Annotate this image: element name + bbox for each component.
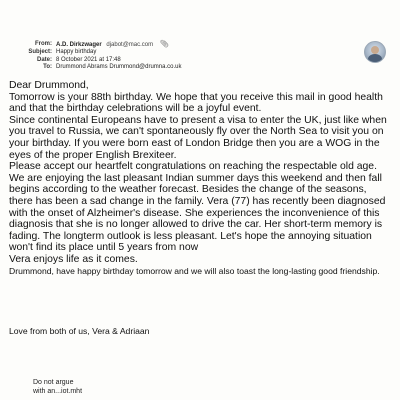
- body-paragraph-family-news: We are enjoying the last pleasant Indian summer days this weekend and then fall begins according to the weather forecast. Besides the change of the seasons, there has been a sad change in the family. Vera (77) has recently been diagnosed with the onset of Alzheimer's disease. She experiences the inconvenience of this diagnosis that she is no longer allowed to drive the car. Her short-term memory is fading. The longterm outlook is less pleasant. Let's hope the annoying situation won't find its place until 5 years from now: [9, 172, 386, 254]
- footnote-line-2: with an...iot.mht: [33, 387, 83, 395]
- date-value: 8 October 2021 at 17:48: [56, 56, 121, 63]
- email-header: [10, 41, 350, 71]
- body-paragraph-visa: Since continental Europeans have to present a visa to enter the UK, just like when you travel to Russia, we can't spontaneously fly over the North Sea to visit you on your birthday. If you were born east of London Bridge then you are a WOG in the eyes of the proper English Brexiteer.: [9, 114, 387, 161]
- body-paragraph-vera: Vera enjoys life as it comes.: [9, 253, 138, 265]
- avatar-head: [371, 46, 379, 54]
- date-row: [10, 57, 350, 64]
- body-paragraph-toast: Drummond, have happy birthday tomorrow and we will also toast the long-lasting good friendship.: [9, 265, 380, 276]
- subject-row: [10, 49, 350, 56]
- footnote-line-1: Do not argue: [33, 379, 74, 386]
- sender-name: A.D. Dirkzwager: [56, 42, 102, 48]
- avatar-body: [368, 54, 382, 63]
- paperclip-icon: 📎︎: [159, 41, 169, 48]
- to-label: To:: [43, 63, 52, 70]
- person-avatar-icon: [364, 41, 386, 63]
- from-label: From:: [35, 41, 52, 47]
- body-paragraph-congratulations: Please accept our heartfelt congratulations on reaching the respectable old age.: [9, 161, 377, 173]
- subject-label: Subject:: [28, 49, 52, 56]
- body-paragraph-birthday: Tomorrow is your 88th birthday. We hope that you receive this mail in good health and that the birthday celebrations will be a joyful event.: [9, 91, 383, 115]
- to-row: [10, 64, 350, 71]
- closing-signature: Love from both of us, Vera & Adriaan: [9, 326, 150, 336]
- from-value: [56, 41, 169, 49]
- from-row: [10, 41, 350, 49]
- to-value: Drummond Abrams Drummond@drumna.co.uk: [56, 63, 182, 70]
- date-label: Date:: [36, 56, 52, 63]
- greeting: Dear Drummond,: [9, 80, 89, 91]
- attachment-filename: [33, 379, 82, 396]
- email-body: [9, 80, 393, 276]
- subject-value: Happy birthday: [56, 49, 97, 56]
- sender-email: djabot@mac.com: [106, 42, 154, 48]
